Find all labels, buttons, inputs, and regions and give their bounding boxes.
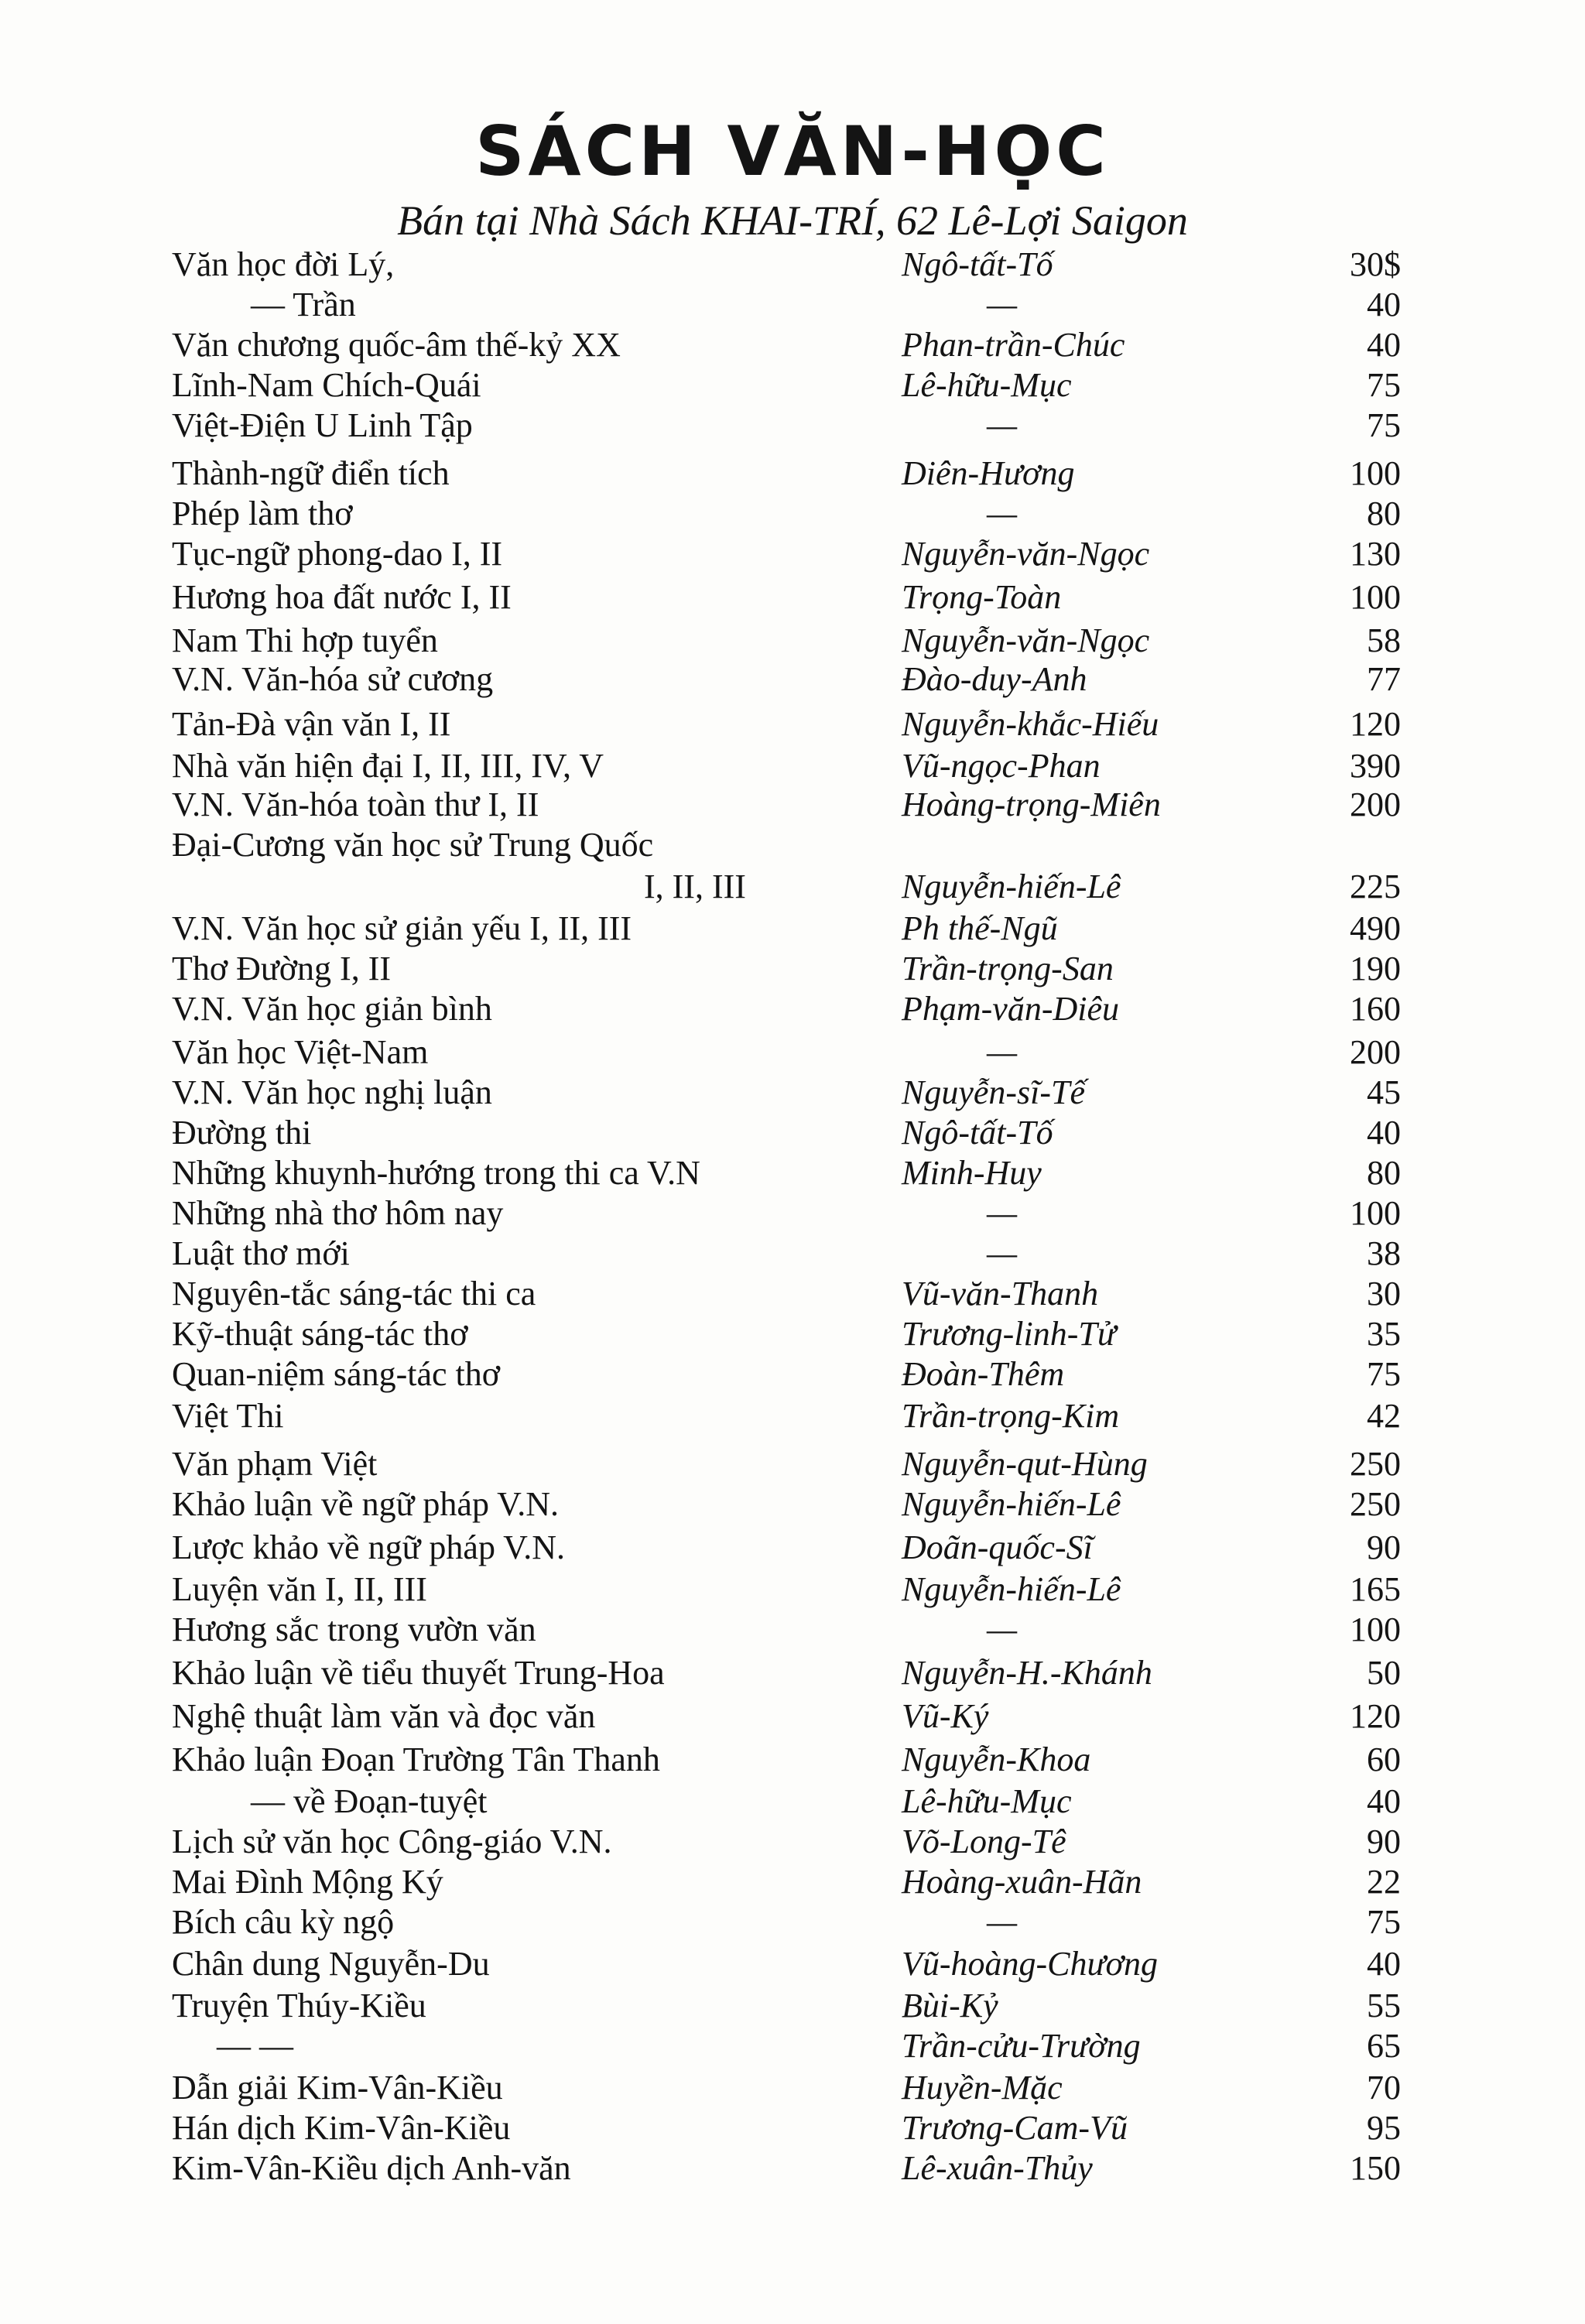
book-title: V.N. Văn-hóa sử cương [172,660,494,698]
book-price: 225 [1350,868,1401,905]
book-price: 80 [1367,495,1401,532]
book-title: Lược khảo về ngữ pháp V.N. [172,1528,566,1566]
book-title: Lịch sử văn học Công-giáo V.N. [172,1823,612,1860]
book-row [0,1525,1585,1571]
book-price: 100 [1350,1194,1401,1232]
book-price: 490 [1350,909,1401,947]
book-title: Đại-Cương văn học sử Trung Quốc [172,826,654,864]
book-title: — Trần [251,286,356,323]
book-price: 40 [1367,1782,1401,1820]
book-author: Trần-trọng-San [902,950,1114,987]
book-price: 75 [1367,406,1401,444]
book-price: 100 [1350,1610,1401,1648]
book-row [0,1029,1585,1076]
book-price: 65 [1367,2027,1401,2065]
book-price: 75 [1367,1355,1401,1393]
book-title: Văn phạm Việt [172,1445,378,1483]
book-title: I, II, III [644,868,746,905]
book-author: Huyền-Mặc [902,2069,1063,2107]
book-row [0,1819,1585,1865]
book-row [0,241,1585,288]
book-title: — về Đoạn-tuyệt [251,1782,488,1820]
book-author: — [987,286,1018,323]
book-row [0,1778,1585,1825]
book-author: Lê-hữu-Mục [902,366,1072,404]
book-title: Nguyên-tắc sáng-tác thi ca [172,1275,536,1313]
book-author: Nguyễn-hiến-Lê [902,1485,1121,1523]
book-row [0,1351,1585,1398]
book-row [0,1441,1585,1487]
book-row [0,1693,1585,1740]
book-price: 45 [1367,1073,1401,1111]
book-author: Hoàng-trọng-Miên [902,786,1161,823]
book-author: — [987,406,1018,444]
book-row [0,656,1585,703]
book-price: 60 [1367,1740,1401,1778]
book-price: 58 [1367,621,1401,659]
book-author: Nguyễn-sĩ-Tế [902,1073,1086,1111]
book-author: Trương-linh-Tử [902,1315,1116,1353]
book-price: 150 [1350,2149,1401,2187]
book-price: 80 [1367,1154,1401,1192]
book-author: Đào-duy-Anh [902,660,1087,698]
book-price: 75 [1367,366,1401,404]
book-title: Bích câu kỳ ngộ [172,1903,395,1941]
book-title: Mai Đình Mộng Ký [172,1863,443,1901]
book-price: 90 [1367,1823,1401,1860]
book-author: — [987,1234,1018,1272]
page-subtitle: Bán tại Nhà Sách KHAI-TRÍ, 62 Lê-Lợi Saigon [397,197,1188,244]
book-title: Văn học đời Lý, [172,245,395,283]
book-title: Tục-ngữ phong-dao I, II [172,535,503,573]
book-row [0,701,1585,748]
book-title: — — [217,2027,293,2065]
book-author: Ngô-tất-Tố [902,245,1053,283]
book-row [0,1941,1585,1987]
book-title: Luyện văn I, II, III [172,1570,427,1608]
book-price: 120 [1350,1697,1401,1735]
book-price: 77 [1367,660,1401,698]
book-title: Quan-niệm sáng-tác thơ [172,1355,501,1393]
book-price: 70 [1367,2069,1401,2107]
book-author: Nguyễn-văn-Ngọc [902,621,1150,659]
book-title: Hương hoa đất nước I, II [172,578,512,616]
book-title: V.N. Văn-hóa toàn thư I, II [172,786,539,823]
book-row [0,1230,1585,1277]
book-row [0,402,1585,449]
book-row [0,322,1585,368]
book-title: Nhà văn hiện đại I, II, III, IV, V [172,747,604,785]
book-row [0,1983,1585,2029]
book-row [0,2105,1585,2151]
book-author: Lê-hữu-Mục [902,1782,1072,1820]
book-author: — [987,495,1018,532]
book-price: 95 [1367,2109,1401,2147]
book-title: Lĩnh-Nam Chích-Quái [172,366,481,404]
book-author: Trọng-Toàn [902,578,1062,616]
book-title: Dẫn giải Kim-Vân-Kiều [172,2069,503,2107]
book-author: Vũ-văn-Thanh [902,1275,1099,1313]
book-author: Nguyễn-Khoa [902,1740,1091,1778]
book-row [0,1150,1585,1196]
book-title: Việt-Điện U Linh Tập [172,406,473,444]
book-author: Ngô-tất-Tố [902,1114,1053,1152]
book-author: Bùi-Kỷ [902,1987,998,2025]
book-title: Hương sắc trong vườn văn [172,1610,536,1648]
book-price: 42 [1367,1397,1401,1435]
book-row [0,1110,1585,1156]
book-row [0,1566,1585,1613]
book-row [0,282,1585,328]
book-author: Nguyễn-khắc-Hiếu [902,705,1159,743]
book-row [0,2023,1585,2069]
book-price: 160 [1350,990,1401,1028]
book-author: Võ-Long-Tê [902,1823,1066,1860]
book-row [0,1859,1585,1905]
book-author: Trần-cửu-Trường [902,2027,1141,2065]
book-row [0,1393,1585,1439]
book-row [0,986,1585,1032]
book-row [0,822,1585,868]
book-price: 250 [1350,1445,1401,1483]
book-row [0,450,1585,497]
book-row [0,1070,1585,1116]
book-price: 100 [1350,454,1401,492]
book-title: Việt Thi [172,1397,284,1435]
book-price: 100 [1350,578,1401,616]
book-row [0,362,1585,409]
book-row [0,946,1585,992]
book-price: 250 [1350,1485,1401,1523]
book-price: 55 [1367,1987,1401,2025]
book-author: Vũ-hoàng-Chương [902,1945,1159,1983]
book-title: Đường thi [172,1114,312,1152]
book-row [0,1737,1585,1783]
book-price: 190 [1350,950,1401,987]
book-price: 200 [1350,1033,1401,1071]
book-author: Nguyễn-hiến-Lê [902,868,1121,905]
book-row [0,782,1585,828]
book-title: Khảo luận Đoạn Trường Tân Thanh [172,1740,660,1778]
book-author: Nguyễn-văn-Ngọc [902,535,1150,573]
book-title: Phép làm thơ [172,495,353,532]
book-price: 390 [1350,747,1401,785]
book-title: Những nhà thơ hôm nay [172,1194,504,1232]
book-row [0,1190,1585,1237]
book-title: Thành-ngữ điển tích [172,454,450,492]
book-title: Khảo luận về ngữ pháp V.N. [172,1485,560,1523]
book-author: Doãn-quốc-Sĩ [902,1528,1093,1566]
book-title: Văn chương quốc-âm thế-kỷ XX [172,326,621,364]
book-author: Đoàn-Thêm [902,1355,1065,1393]
book-author: — [987,1903,1018,1941]
book-price: 30 [1367,1275,1401,1313]
book-price: 40 [1367,326,1401,364]
book-author: Nguyễn-hiến-Lê [902,1570,1121,1608]
book-title: Văn học Việt-Nam [172,1033,429,1071]
book-author: Phan-trần-Chúc [902,326,1125,364]
book-author: Diên-Hương [902,454,1075,492]
book-author: Minh-Huy [902,1154,1042,1192]
book-row [0,2065,1585,2111]
book-price: 35 [1367,1315,1401,1353]
book-author: Hoàng-xuân-Hãn [902,1863,1142,1901]
book-author: Vũ-ngọc-Phan [902,747,1101,785]
book-price: 120 [1350,705,1401,743]
book-row [0,1607,1585,1653]
book-row [0,1899,1585,1946]
book-author: Trương-Cam-Vũ [902,2109,1128,2147]
book-title: Truyện Thúy-Kiều [172,1987,426,2025]
book-price: 165 [1350,1570,1401,1608]
book-author: Lê-xuân-Thủy [902,2149,1093,2187]
book-author: Nguyễn-qut-Hùng [902,1445,1148,1483]
book-row [0,2145,1585,2192]
book-author: Phạm-văn-Diêu [902,990,1120,1028]
book-row [0,1271,1585,1317]
book-row [0,531,1585,577]
book-title: Kim-Vân-Kiều dịch Anh-văn [172,2149,571,2187]
book-row [0,1311,1585,1357]
book-title: Những khuynh-hướng trong thi ca V.N [172,1154,700,1192]
book-price: 30$ [1350,245,1401,283]
book-author: Trần-trọng-Kim [902,1397,1120,1435]
book-price: 40 [1367,1945,1401,1983]
book-author: — [987,1033,1018,1071]
book-row [0,1650,1585,1696]
book-price: 40 [1367,1114,1401,1152]
book-title: Hán dịch Kim-Vân-Kiều [172,2109,511,2147]
book-price: 50 [1367,1654,1401,1692]
book-row [0,1481,1585,1528]
book-price: 75 [1367,1903,1401,1941]
book-title: Nghệ thuật làm văn và đọc văn [172,1697,596,1735]
book-author: Ph thế-Ngũ [902,909,1058,947]
book-title: Tản-Đà vận văn I, II [172,705,451,743]
book-author: Nguyễn-H.-Khánh [902,1654,1152,1692]
book-title: Luật thơ mới [172,1234,350,1272]
book-title: V.N. Văn học sử giản yếu I, II, III [172,909,632,947]
book-title: Chân dung Nguyễn-Du [172,1945,490,1983]
book-row [0,905,1585,952]
book-author: — [987,1194,1018,1232]
book-author: — [987,1610,1018,1648]
book-price: 130 [1350,535,1401,573]
book-row [0,491,1585,537]
book-row [0,864,1585,910]
book-price: 38 [1367,1234,1401,1272]
book-title: Thơ Đường I, II [172,950,391,987]
book-row [0,574,1585,621]
book-price: 90 [1367,1528,1401,1566]
book-author: Vũ-Ký [902,1697,989,1735]
book-title: V.N. Văn học giản bình [172,990,492,1028]
book-title: Khảo luận về tiểu thuyết Trung-Hoa [172,1654,665,1692]
book-price: 40 [1367,286,1401,323]
page-title: SÁCH VĂN-HỌC [475,111,1110,191]
book-price: 200 [1350,786,1401,823]
book-title: Nam Thi hợp tuyển [172,621,438,659]
book-title: Kỹ-thuật sáng-tác thơ [172,1315,468,1353]
book-title: V.N. Văn học nghị luận [172,1073,492,1111]
book-price: 22 [1367,1863,1401,1901]
